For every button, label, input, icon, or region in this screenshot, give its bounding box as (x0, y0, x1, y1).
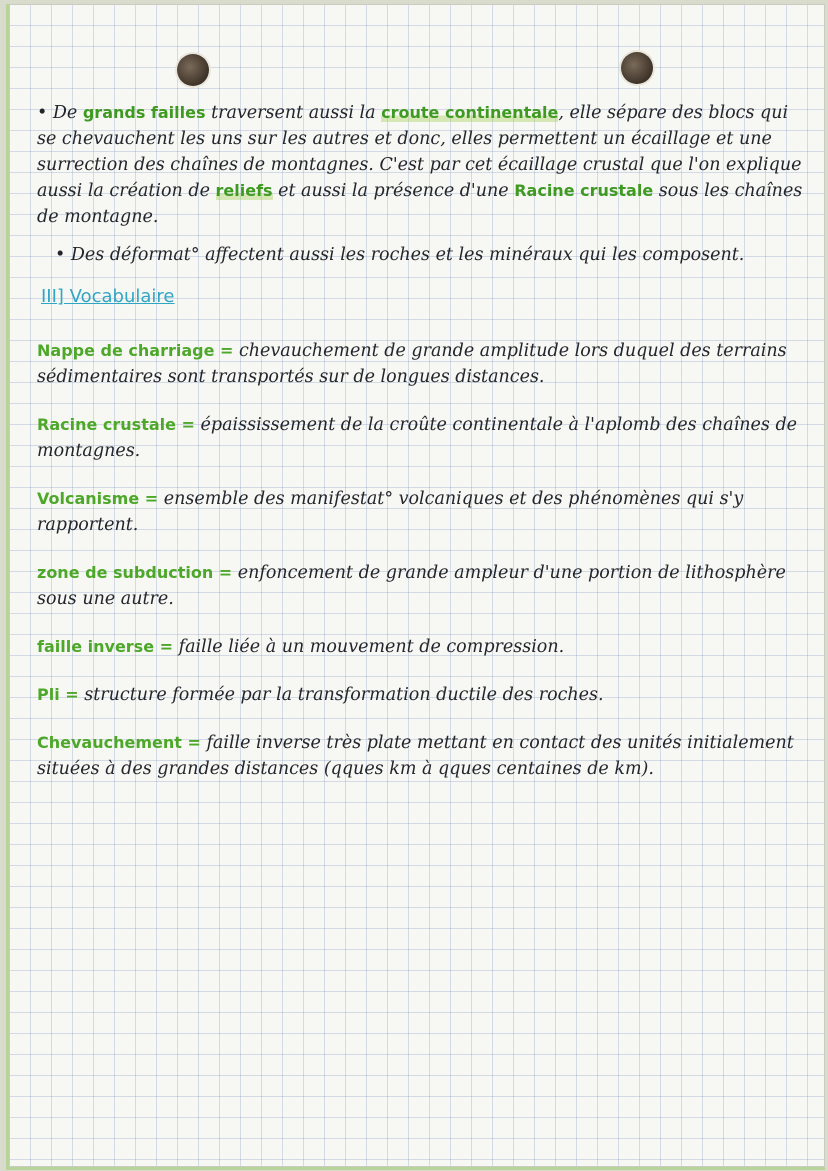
keyword-highlight: croute continentale (381, 103, 559, 122)
notebook-page (6, 4, 825, 1170)
keyword: grands failles (82, 103, 206, 122)
definition (37, 486, 807, 538)
text: sous les chaînes de montagne. (37, 181, 803, 227)
text: , elle sépare des blocs qui se chevauchent les uns sur les autres et donc, elles permettent un écaillage et une surrection des chaînes de montagnes. C'est par cet écaillage crustal que l'on explique aussi la création de (37, 103, 802, 201)
definition (37, 634, 807, 660)
definition (37, 412, 807, 464)
punch-hole (621, 52, 653, 84)
definition-term: Nappe de charriage (37, 341, 215, 360)
definition-text: chevauchement de grande amplitude lors duquel des terrains sédimentaires sont transportés sur de longues distances. (37, 341, 787, 387)
punch-hole (177, 54, 209, 86)
definition-text: structure formée par la transformation ductile des roches. (84, 685, 604, 705)
definition-text: enfoncement de grande ampleur d'une portion de lithosphère sous une autre. (37, 563, 786, 609)
text: • Des déformat° affectent aussi les roches et les minéraux qui les composent. (55, 245, 745, 265)
definition-text: épaississement de la croûte continentale à l'aplomb des chaînes de montagnes. (37, 415, 798, 461)
keyword: Racine crustale (514, 181, 654, 200)
definition-separator: = (214, 341, 239, 360)
text: • De (37, 103, 83, 123)
definition-separator: = (139, 489, 164, 508)
definition (37, 730, 807, 782)
definition (37, 560, 807, 612)
notes-content (37, 100, 807, 804)
definition-term: Chevauchement (37, 733, 182, 752)
paragraph-deformations (55, 242, 807, 268)
definition (37, 338, 807, 390)
definition-text: ensemble des manifestat° volcaniques et des phénomènes qui s'y rapportent. (37, 489, 744, 535)
definition-term: Pli (37, 685, 60, 704)
definition-separator: = (213, 563, 238, 582)
text: traversent aussi la (205, 103, 382, 123)
definition-separator: = (175, 415, 201, 434)
definition-separator: = (181, 733, 207, 752)
definition-text: faille inverse très plate mettant en contact des unités initialement situées à des grandes distances (qques km à qques centaines de km). (37, 733, 794, 779)
definition-term: Racine crustale (37, 415, 176, 434)
definition-separator: = (154, 637, 179, 656)
definition-term: faille inverse (37, 637, 155, 656)
text: et aussi la présence d'une (272, 181, 515, 201)
definition-term: Volcanisme (37, 489, 140, 508)
paragraph-failles (37, 100, 807, 230)
definition-text: faille liée à un mouvement de compression. (178, 637, 565, 657)
definition-separator: = (59, 685, 85, 704)
section-title: III] Vocabulaire (41, 286, 175, 307)
keyword-highlight: reliefs (215, 181, 273, 200)
definition (37, 682, 807, 708)
definition-term: zone de subduction (37, 563, 214, 582)
